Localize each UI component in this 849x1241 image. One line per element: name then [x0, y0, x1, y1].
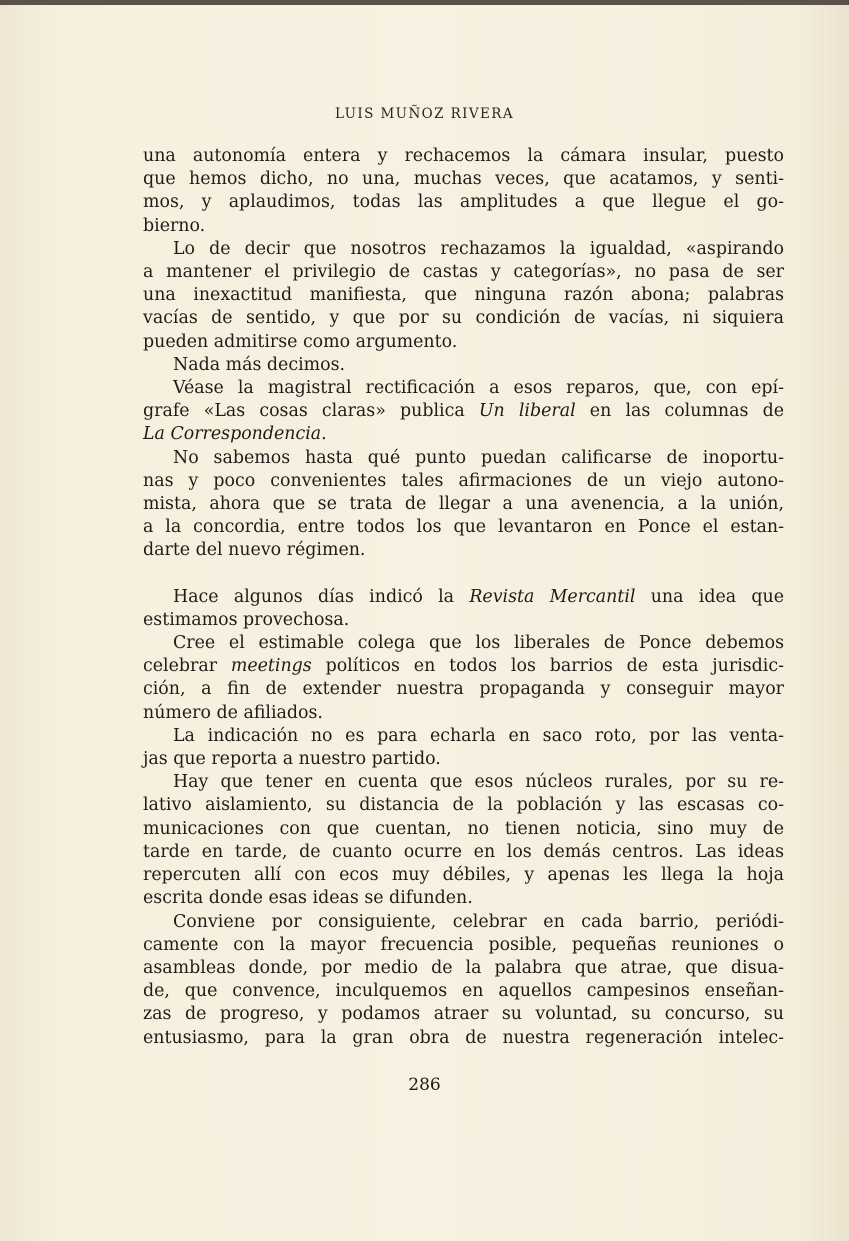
text-line: Véase la magistral rectificación a esos reparos, que, con epí-	[173, 378, 784, 399]
text-line: a mantener el privilegio de castas y categorías», no pasa de ser	[143, 262, 784, 283]
text-line: lativo aislamiento, su distancia de la población y las escasas co-	[143, 795, 784, 816]
text-line: mista, ahora que se trata de llegar a una avenencia, a la unión,	[143, 494, 784, 515]
text-line: zas de progreso, y podamos atraer su voluntad, su concurso, su	[143, 1004, 784, 1025]
text-segment: Hace algunos días indicó la	[173, 586, 470, 607]
text-line	[143, 586, 784, 609]
text-line: repercuten allí con ecos muy débiles, y apenas les llega la hoja	[143, 865, 784, 886]
text-line: escrita donde esas ideas se difunden.	[143, 888, 473, 909]
text-line	[143, 423, 784, 446]
text-line: Lo de decir que nosotros rechazamos la igualdad, «aspirando	[173, 238, 784, 259]
italic-title: Un liberal	[478, 401, 576, 422]
text-segment: celebrar	[143, 656, 231, 677]
text-line: darte del nuevo régimen.	[143, 540, 366, 561]
text-line: camente con la mayor frecuencia posible, pequeñas reuniones o	[143, 934, 784, 955]
text-segment: una idea que	[635, 586, 784, 607]
text-line: municaciones con que cuentan, no tienen noticia, sino muy de	[143, 818, 784, 839]
text-line: jas que reporta a nuestro partido.	[143, 749, 441, 770]
text-line: asambleas donde, por medio de la palabra que atrae, que disua-	[143, 957, 784, 978]
text-line: de, que convence, inculquemos en aquellos campesinos enseñan-	[143, 981, 784, 1002]
text-line: Conviene por consiguiente, celebrar en cada barrio, periódi-	[173, 911, 784, 932]
text-line: Cree el estimable colega que los liberales de Ponce debemos	[173, 633, 784, 654]
text-line: ción, a fin de extender nuestra propaganda y conseguir mayor	[143, 679, 784, 700]
text-line: una inexactitud manifiesta, que ninguna razón abona; palabras	[143, 285, 784, 306]
text-line: estimamos provechosa.	[143, 609, 350, 630]
text-line: vacías de sentido, y que por su condición de vacías, ni siquiera	[143, 308, 784, 329]
text-line: nas y poco convenientes tales afirmaciones de un viejo autono-	[143, 470, 784, 491]
text-line: entusiasmo, para la gran obra de nuestra regeneración intelec-	[143, 1027, 784, 1048]
section-break	[143, 563, 784, 586]
text-line: Hay que tener en cuenta que esos núcleos rurales, por su re-	[173, 772, 784, 793]
text-line: No sabemos hasta qué punto puedan calificarse de inoportu-	[173, 447, 784, 468]
text-line	[143, 655, 784, 678]
running-head: LUIS MUÑOZ RIVERA	[334, 106, 515, 122]
italic-title: Revista Mercantil	[469, 586, 636, 607]
text-line: a la concordia, entre todos los que levantaron en Ponce el estan-	[143, 517, 784, 538]
text-line: número de afiliados.	[143, 702, 323, 723]
text-segment: en las columnas de	[575, 401, 785, 422]
text-line: Nada más decimos.	[173, 354, 346, 375]
body-text	[143, 145, 784, 1050]
text-line: una autonomía entera y rechacemos la cámara insular, puesto	[143, 146, 784, 166]
top-border	[0, 0, 849, 5]
italic-word: meetings	[230, 656, 312, 677]
text-line: bierno.	[143, 215, 206, 236]
text-line: pueden admitirse como argumento.	[143, 331, 458, 352]
text-segment: políticos en todos los barrios de esta jurisdic-	[311, 656, 784, 677]
page-number: 286	[408, 1075, 441, 1095]
text-line	[143, 400, 784, 423]
text-line: La indicación no es para echarla en saco roto, por las venta-	[173, 725, 784, 746]
italic-title: La Correspondencia.	[143, 424, 327, 445]
text-line: que hemos dicho, no una, muchas veces, que acatamos, y senti-	[143, 169, 784, 190]
text-segment: grafe «Las cosas claras» publica	[143, 401, 479, 422]
text-line: tarde en tarde, de cuanto ocurre en los demás centros. Las ideas	[143, 841, 784, 862]
text-line: mos, y aplaudimos, todas las amplitudes a que llegue el go-	[143, 192, 784, 213]
